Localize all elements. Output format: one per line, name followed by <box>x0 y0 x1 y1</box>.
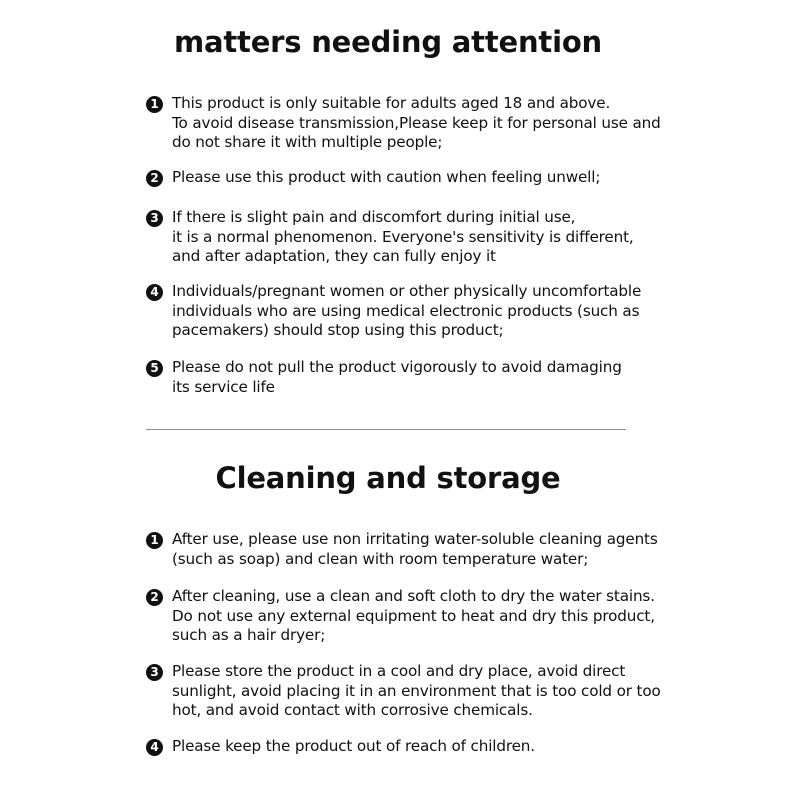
section-divider <box>146 429 626 430</box>
list-item-text: If there is slight pain and discomfort during initial use, it is a normal phenomenon. Everyone's sensitivity is different, and after adaptation, they can fully enjoy it <box>172 208 634 265</box>
list-item-text: Please use this product with caution when feeling unwell; <box>172 168 601 186</box>
list-item-text: Please keep the product out of reach of children. <box>172 737 535 755</box>
list-item-text: This product is only suitable for adults aged 18 and above. To avoid disease transmission,Please keep it for personal use and do not share it with multiple people; <box>172 94 661 151</box>
number-3-icon: 3 <box>146 664 163 681</box>
list-item-text: Please store the product in a cool and dry place, avoid direct sunlight, avoid placing it in an environment that is too cold or too hot, and avoid contact with corrosive chemicals. <box>172 662 661 719</box>
number-2-icon: 2 <box>146 589 163 606</box>
list-item-text: After use, please use non irritating water-soluble cleaning agents (such as soap) and clean with room temperature water; <box>172 530 658 568</box>
cleaning-title: Cleaning and storage <box>215 461 561 495</box>
number-4-icon: 4 <box>146 284 163 301</box>
number-1-icon: 1 <box>146 96 163 113</box>
number-4-icon: 4 <box>146 739 163 756</box>
attention-title: matters needing attention <box>173 25 602 59</box>
list-item-text: Individuals/pregnant women or other physically uncomfortable individuals who are using medical electronic products (such as pacemakers) should stop using this product; <box>172 282 642 339</box>
number-1-icon: 1 <box>146 532 163 549</box>
list-item-text: Please do not pull the product vigorously to avoid damaging its service life <box>172 358 622 396</box>
number-3-icon: 3 <box>146 210 163 227</box>
number-2-icon: 2 <box>146 170 163 187</box>
list-item-text: After cleaning, use a clean and soft cloth to dry the water stains. Do not use any external equipment to heat and dry this product, such as a hair dryer; <box>172 587 655 644</box>
number-5-icon: 5 <box>146 360 163 377</box>
